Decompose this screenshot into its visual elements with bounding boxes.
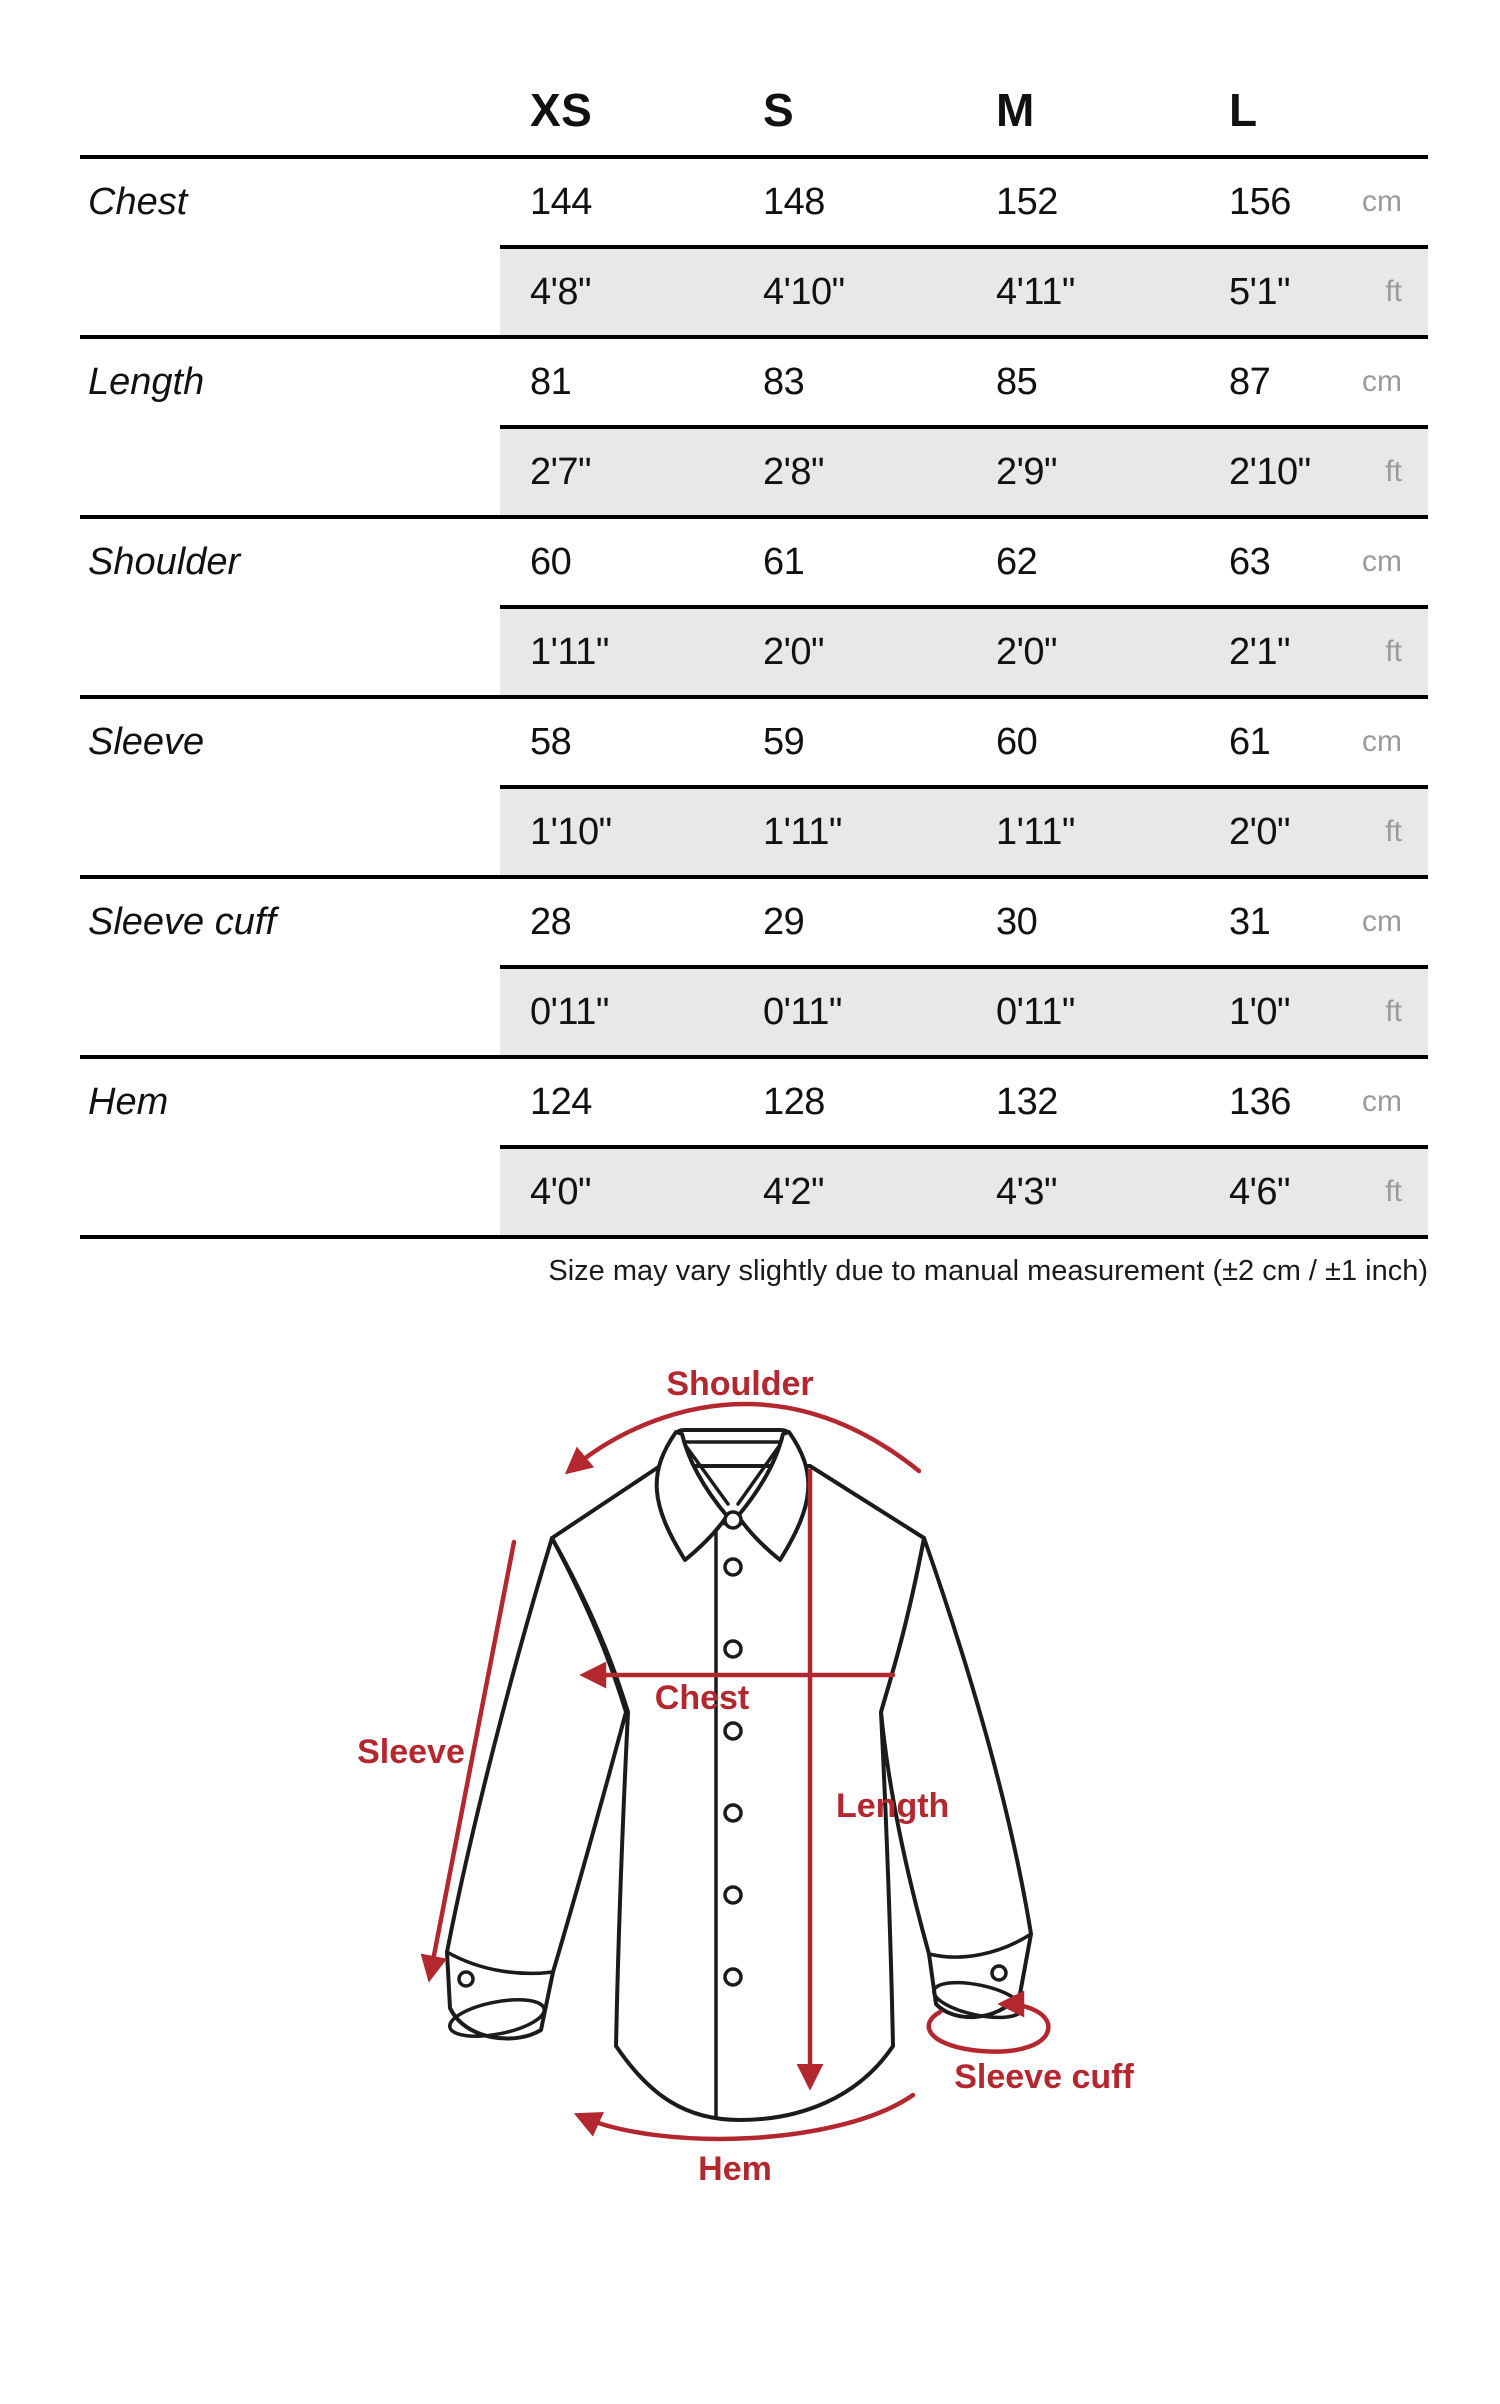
cm-row bbox=[80, 159, 1428, 245]
ft-value: 2'1" bbox=[1229, 631, 1291, 673]
sleeve-label: Sleeve bbox=[357, 1733, 465, 1771]
measurement-group-hem bbox=[80, 1055, 1428, 1235]
ft-value: 2'0" bbox=[1229, 811, 1291, 853]
ft-row bbox=[80, 425, 1428, 515]
measurement-disclaimer: Size may vary slightly due to manual measurement (±2 cm / ±1 inch) bbox=[548, 1255, 1428, 1287]
collar-button bbox=[725, 1512, 741, 1528]
ft-value: 2'10" bbox=[1229, 451, 1311, 493]
cm-value: 63 bbox=[1229, 541, 1271, 583]
ft-value: 1'10" bbox=[530, 811, 612, 853]
cm-value: 85 bbox=[996, 361, 1038, 403]
cm-row bbox=[80, 699, 1428, 785]
ft-value: 5'1" bbox=[1229, 271, 1291, 313]
shirt-button bbox=[725, 1641, 741, 1657]
ft-row bbox=[80, 1145, 1428, 1235]
cm-value: 61 bbox=[763, 541, 805, 583]
unit-label-cm: cm bbox=[1362, 185, 1402, 218]
shirt-button bbox=[725, 1969, 741, 1985]
unit-label-ft: ft bbox=[1385, 995, 1402, 1028]
cm-value: 132 bbox=[996, 1081, 1058, 1123]
cm-value: 152 bbox=[996, 181, 1058, 223]
measurement-group-chest bbox=[80, 155, 1428, 335]
imperial-band bbox=[500, 425, 1428, 515]
size-chart-table bbox=[80, 0, 1428, 1239]
unit-label-ft: ft bbox=[1385, 1175, 1402, 1208]
cm-value: 148 bbox=[763, 181, 825, 223]
measurement-group-sleeve bbox=[80, 695, 1428, 875]
shirt-button bbox=[725, 1805, 741, 1821]
ft-row bbox=[80, 785, 1428, 875]
unit-label-ft: ft bbox=[1385, 635, 1402, 668]
ft-value: 4'0" bbox=[530, 1171, 592, 1213]
unit-label-cm: cm bbox=[1362, 365, 1402, 398]
ft-row bbox=[80, 965, 1428, 1055]
cm-row bbox=[80, 339, 1428, 425]
cm-value: 62 bbox=[996, 541, 1038, 583]
shirt-button bbox=[725, 1559, 741, 1575]
ft-value: 2'8" bbox=[763, 451, 825, 493]
ft-value: 2'0" bbox=[996, 631, 1058, 673]
sleeve-cuff-label: Sleeve cuff bbox=[954, 2058, 1134, 2096]
cm-value: 28 bbox=[530, 901, 572, 943]
ft-value: 4'2" bbox=[763, 1171, 825, 1213]
unit-label-cm: cm bbox=[1362, 545, 1402, 578]
imperial-band bbox=[500, 785, 1428, 875]
measurement-row-label: Chest bbox=[88, 181, 188, 223]
unit-label-cm: cm bbox=[1362, 725, 1402, 758]
cm-value: 144 bbox=[530, 181, 592, 223]
size-column-header-s: S bbox=[763, 84, 795, 136]
measurement-group-shoulder bbox=[80, 515, 1428, 695]
measurement-row-label: Hem bbox=[88, 1081, 169, 1123]
size-column-header-m: M bbox=[996, 84, 1035, 136]
ft-row bbox=[80, 245, 1428, 335]
ft-value: 4'10" bbox=[763, 271, 845, 313]
cm-value: 83 bbox=[763, 361, 805, 403]
unit-label-cm: cm bbox=[1362, 905, 1402, 938]
ft-row bbox=[80, 605, 1428, 695]
ft-value: 1'11" bbox=[763, 811, 842, 853]
cm-row bbox=[80, 1059, 1428, 1145]
cm-row bbox=[80, 519, 1428, 605]
measurement-group-sleeve-cuff bbox=[80, 875, 1428, 1055]
ft-value: 4'11" bbox=[996, 271, 1075, 313]
shirt-measurement-diagram bbox=[0, 1304, 1500, 2404]
ft-value: 2'7" bbox=[530, 451, 592, 493]
measurement-row-label: Sleeve cuff bbox=[88, 901, 276, 943]
ft-value: 4'3" bbox=[996, 1171, 1058, 1213]
measurement-row-label: Shoulder bbox=[88, 541, 241, 583]
cm-value: 60 bbox=[530, 541, 572, 583]
length-label: Length bbox=[836, 1787, 950, 1825]
cm-value: 124 bbox=[530, 1081, 592, 1123]
cm-value: 30 bbox=[996, 901, 1038, 943]
hem-label: Hem bbox=[698, 2150, 772, 2188]
cm-value: 58 bbox=[530, 721, 572, 763]
shirt-button bbox=[725, 1723, 741, 1739]
measurement-row-label: Sleeve bbox=[88, 721, 205, 763]
cm-value: 60 bbox=[996, 721, 1038, 763]
right-cuff-button bbox=[992, 1966, 1006, 1980]
shoulder-label: Shoulder bbox=[666, 1365, 814, 1403]
cm-row bbox=[80, 879, 1428, 965]
shirt-button bbox=[725, 1887, 741, 1903]
ft-value: 0'11" bbox=[763, 991, 842, 1033]
imperial-band bbox=[500, 965, 1428, 1055]
ft-value: 4'8" bbox=[530, 271, 592, 313]
cm-value: 61 bbox=[1229, 721, 1271, 763]
unit-label-ft: ft bbox=[1385, 815, 1402, 848]
imperial-band bbox=[500, 605, 1428, 695]
cm-value: 81 bbox=[530, 361, 572, 403]
chest-label: Chest bbox=[654, 1679, 750, 1717]
cm-value: 29 bbox=[763, 901, 805, 943]
cm-value: 156 bbox=[1229, 181, 1291, 223]
ft-value: 1'11" bbox=[996, 811, 1075, 853]
unit-label-cm: cm bbox=[1362, 1085, 1402, 1118]
unit-label-ft: ft bbox=[1385, 455, 1402, 488]
ft-value: 2'9" bbox=[996, 451, 1058, 493]
shoulder-arrow bbox=[570, 1404, 919, 1471]
measurement-group-length bbox=[80, 335, 1428, 515]
size-column-header-xs: XS bbox=[530, 84, 593, 136]
ft-value: 4'6" bbox=[1229, 1171, 1291, 1213]
imperial-band bbox=[500, 245, 1428, 335]
ft-value: 1'11" bbox=[530, 631, 609, 673]
cm-value: 87 bbox=[1229, 361, 1271, 403]
ft-value: 0'11" bbox=[530, 991, 609, 1033]
ft-value: 2'0" bbox=[763, 631, 825, 673]
unit-label-ft: ft bbox=[1385, 275, 1402, 308]
measurement-row-label: Length bbox=[88, 361, 205, 403]
cm-value: 31 bbox=[1229, 901, 1271, 943]
imperial-band bbox=[500, 1145, 1428, 1235]
cm-value: 136 bbox=[1229, 1081, 1291, 1123]
ft-value: 0'11" bbox=[996, 991, 1075, 1033]
disclaimer-bar bbox=[0, 1239, 1500, 1304]
cm-value: 59 bbox=[763, 721, 805, 763]
size-column-header-l: L bbox=[1229, 84, 1258, 136]
size-header-row bbox=[80, 0, 1428, 155]
cm-value: 128 bbox=[763, 1081, 825, 1123]
ft-value: 1'0" bbox=[1229, 991, 1291, 1033]
left-cuff-button bbox=[459, 1972, 473, 1986]
